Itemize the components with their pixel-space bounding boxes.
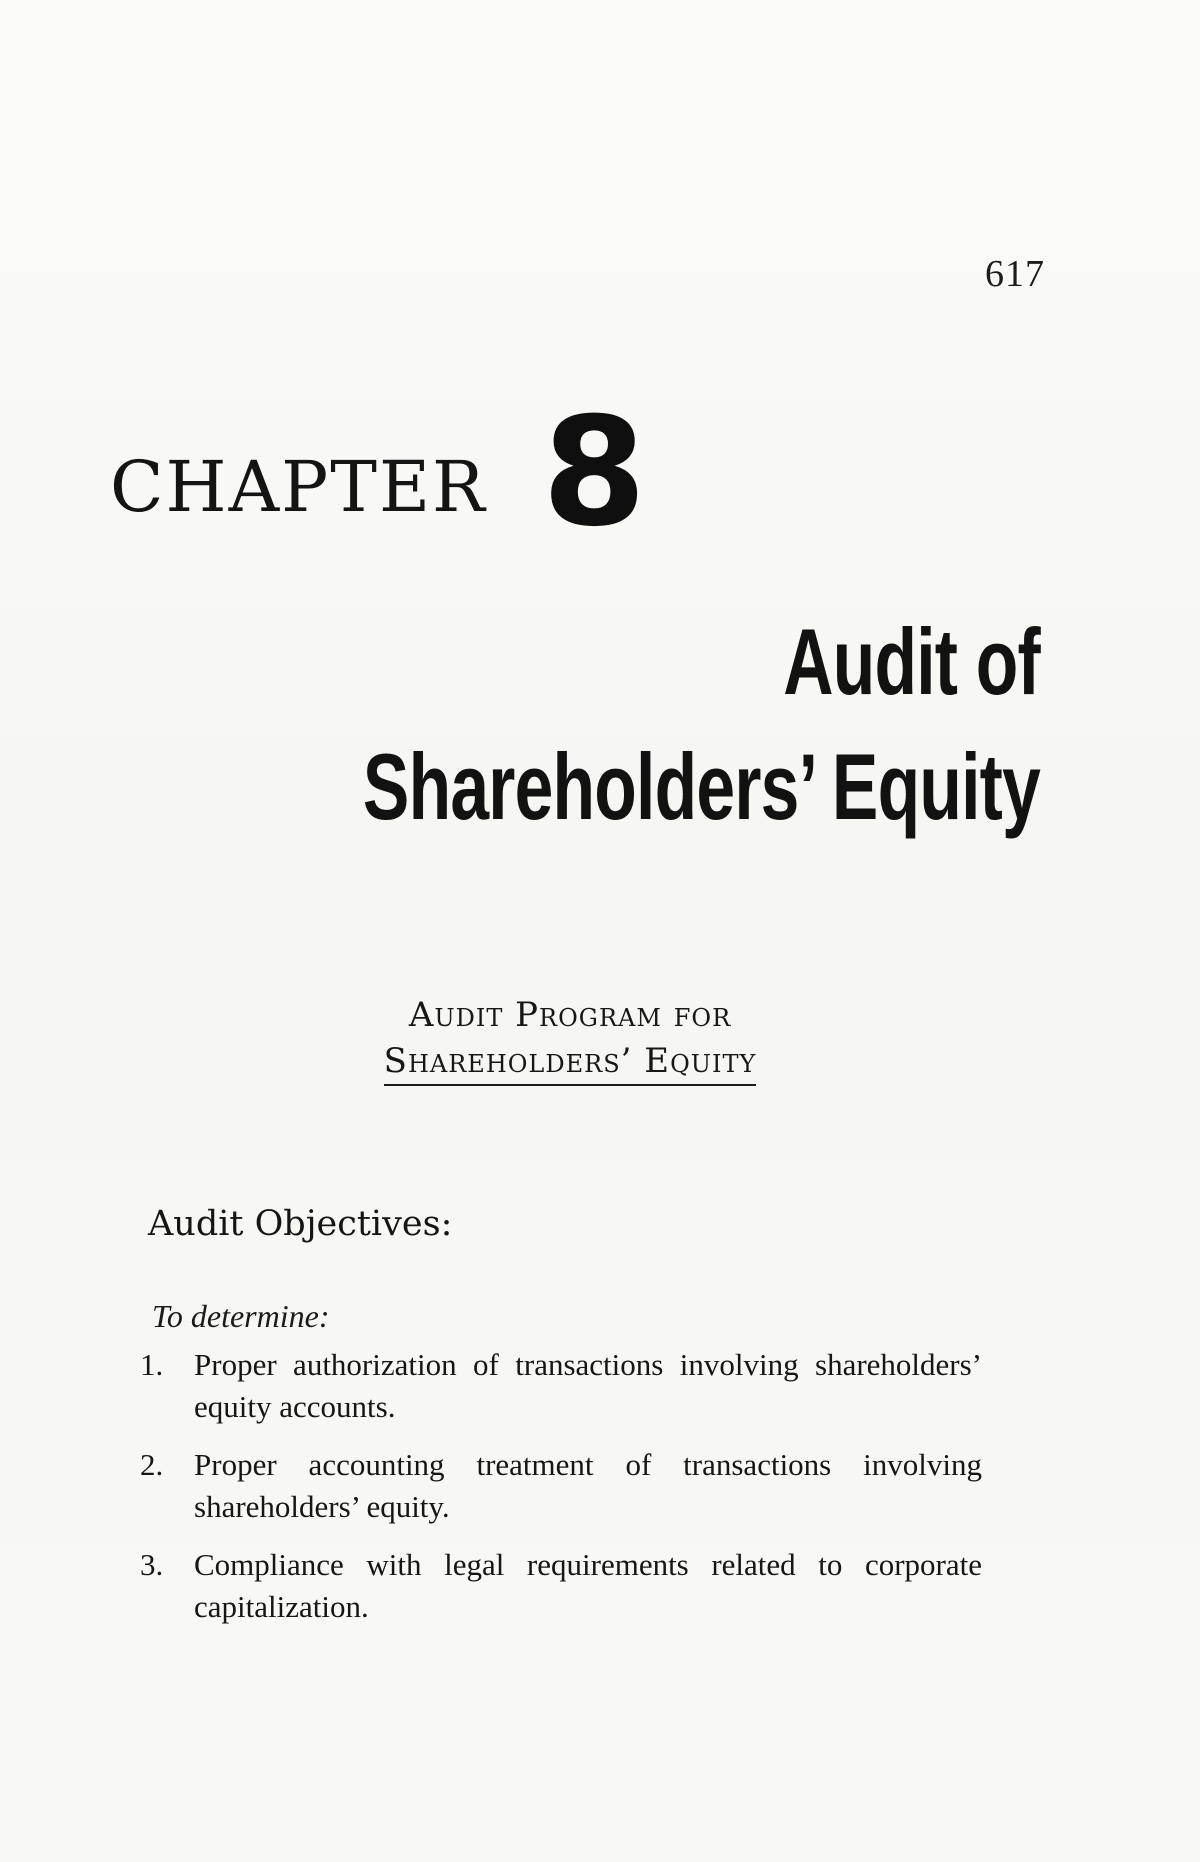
objective-number-3: 3. xyxy=(140,1547,164,1582)
audit-objectives-heading: Audit Objectives: xyxy=(148,1204,453,1244)
objective-number-2: 2. xyxy=(140,1447,164,1482)
chapter-title-line-2: Shareholders’ Equity xyxy=(362,734,1040,839)
objective-item-3 xyxy=(140,1544,982,1628)
chapter-title-line-1: Audit of xyxy=(783,609,1040,714)
page-number: 617 xyxy=(985,253,1045,295)
objective-item-1 xyxy=(140,1344,982,1428)
audit-program-heading-line-2: Shareholders’ Equity xyxy=(384,1040,757,1086)
audit-program-heading xyxy=(0,990,1140,1086)
objectives-list xyxy=(140,1344,982,1644)
objective-item-2 xyxy=(140,1444,982,1528)
objectives-intro: To determine: xyxy=(152,1298,330,1334)
chapter-label: CHAPTER xyxy=(110,446,487,528)
audit-program-heading-line-1: Audit Program for xyxy=(408,995,732,1035)
objective-text-1: Proper authorization of transactions involving shareholders’ equity accounts. xyxy=(194,1347,982,1424)
objective-number-1: 1. xyxy=(140,1347,164,1382)
objective-text-3: Compliance with legal requirements related to corporate capitalization. xyxy=(194,1547,982,1624)
objective-text-2: Proper accounting treatment of transactions involving shareholders’ equity. xyxy=(194,1447,982,1524)
chapter-number: 8 xyxy=(542,386,647,560)
